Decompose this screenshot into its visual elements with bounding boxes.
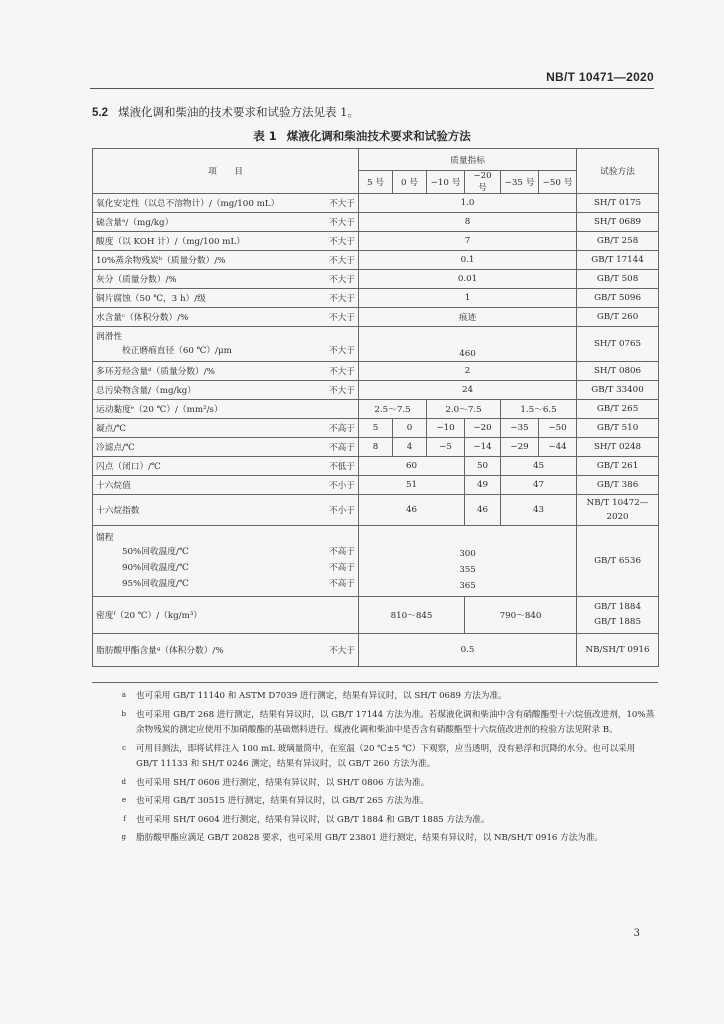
table-row (93, 400, 659, 419)
item-value: −35 (501, 419, 539, 438)
item-name: 凝点/℃ (96, 424, 127, 434)
grade-cell: −20 号 (465, 171, 501, 194)
table-row (93, 419, 659, 438)
item-method: GB/T 33400 (577, 381, 659, 400)
grade-cell: −50 号 (539, 171, 577, 194)
item-value: 0.01 (359, 270, 577, 289)
item-name: 硫含量ᵃ/（mg/kg） (96, 218, 174, 228)
footnote-text: 也可采用 SH/T 0606 进行测定，结果有异议时，以 SH/T 0806 方法为准。 (136, 777, 430, 788)
item-value: −5 (427, 438, 465, 457)
item-value: 47 (501, 476, 577, 495)
header-item: 项 目 (93, 149, 359, 194)
item-value: 8 (359, 438, 393, 457)
grade-cell: −10 号 (427, 171, 465, 194)
table-footnotes (92, 682, 658, 850)
table-row (93, 362, 659, 381)
item-method: GB/T 5096 (577, 289, 659, 308)
table-row (93, 270, 659, 289)
item-value: −44 (539, 438, 577, 457)
table-row (93, 457, 659, 476)
table-row (93, 251, 659, 270)
item-limit: 不小于 (328, 506, 355, 516)
footnote-text: 脂肪酸甲酯应满足 GB/T 20828 要求，也可采用 GB/T 23801 进行测定，结果有异议时，以 NB/SH/T 0916 方法为准。 (136, 833, 604, 843)
spec-table (92, 148, 659, 667)
item-name: 灰分（质量分数）/% (96, 275, 177, 285)
table-row (93, 289, 659, 308)
item-value: 4 (393, 438, 427, 457)
table-row (93, 194, 659, 213)
item-value: 46 (359, 495, 465, 526)
footnote (92, 742, 658, 773)
footnote-text: 也可采用 GB/T 268 进行测定，结果有异议时，以 GB/T 17144 方法为准。若煤液化调和柴油中含有硝酸酯型十六烷值改进剂，10%蒸余物残炭的测定应使用不加硝酸酯的基础燃料进行。煤液化调和柴油中是否含有硝酸酯型十六烷值改进剂的检验方法见附录 B。 (136, 709, 655, 735)
item-value: 60 (359, 457, 465, 476)
item-limit: 不高于 (328, 547, 355, 557)
item-value: 8 (359, 213, 577, 232)
clause-5-2 (92, 104, 359, 120)
item-method: GB/T 17144 (577, 251, 659, 270)
item-name: 密度ᶠ（20 ℃）/（kg/m³） (96, 611, 202, 621)
item-value: 46 (465, 495, 501, 526)
footnote (92, 689, 658, 705)
table-row (93, 597, 659, 634)
footnote (92, 794, 658, 810)
item-method: GB/T 386 (577, 476, 659, 495)
item-value: 痕迹 (359, 308, 577, 327)
grade-cell: 5 号 (359, 171, 393, 194)
item-value: 49 (465, 476, 501, 495)
item-group: 馏程 (96, 533, 114, 543)
item-name: 氧化安定性（以总不溶物计）/（mg/100 mL） (96, 199, 280, 209)
item-method: GB/T 1885 (594, 617, 641, 627)
item-method: NB/T 10472—2020 (577, 495, 659, 526)
item-value: 51 (359, 476, 465, 495)
footnote-mark: g (121, 833, 126, 841)
item-name: 冷滤点/℃ (96, 443, 135, 453)
footnote-mark: c (122, 743, 126, 752)
item-limit: 不大于 (328, 275, 355, 285)
item-limit: 不大于 (328, 346, 355, 356)
table-row (93, 438, 659, 457)
item-method: SH/T 0248 (577, 438, 659, 457)
item-value: −50 (539, 419, 577, 438)
table-row (93, 526, 659, 597)
footnote-text: 也可采用 GB/T 11140 和 ASTM D7039 进行测定，结果有异议时，以 SH/T 0689 方法为准。 (136, 691, 507, 701)
item-name: 校正磨痕直径（60 ℃）/μm (122, 346, 232, 356)
item-limit: 不高于 (328, 563, 355, 573)
item-name: 多环芳烃含量ᵈ（质量分数）/% (96, 367, 215, 377)
item-value: 1.5～6.5 (501, 400, 577, 419)
item-limit: 不高于 (328, 579, 355, 589)
header-method: 试验方法 (577, 149, 659, 194)
item-method: GB/T 6536 (577, 526, 659, 597)
table-row (93, 232, 659, 251)
item-value: −14 (465, 438, 501, 457)
item-limit: 不大于 (328, 237, 355, 247)
item-method: GB/T 258 (577, 232, 659, 251)
item-group: 润滑性 (96, 332, 123, 342)
footnote (92, 776, 658, 792)
item-method: SH/T 0175 (577, 194, 659, 213)
item-name: 50%回收温度/℃ (122, 547, 189, 557)
item-name: 酸度（以 KOH 计）/（mg/100 mL） (96, 237, 245, 247)
item-name: 脂肪酸甲酯含量ᵍ（体积分数）/% (96, 646, 224, 656)
item-method: GB/T 265 (577, 400, 659, 419)
grade-cell: −35 号 (501, 171, 539, 194)
footnote-text: 可用目测法，即将试样注入 100 mL 玻璃量筒中，在室温（20 ℃±5 ℃）下观察，应当透明，没有悬浮和沉降的水分。也可以采用 GB/T 11133 和 SH/T 0246 测定，结果有异议时，以 GB/T 260 方法为准。 (136, 743, 636, 769)
item-limit: 不大于 (328, 646, 355, 656)
footnote-mark: b (121, 709, 126, 718)
item-value: 50 (465, 457, 501, 476)
item-name: 铜片腐蚀（50 ℃，3 h）/级 (96, 294, 206, 304)
item-method: SH/T 0689 (577, 213, 659, 232)
item-value: 5 (359, 419, 393, 438)
item-name: 10%蒸余物残炭ᵇ（质量分数）/% (96, 256, 226, 266)
item-name: 运动黏度ᵉ（20 ℃）/（mm²/s） (96, 405, 223, 415)
standard-number: NB/T 10471—2020 (546, 70, 654, 84)
item-method: NB/SH/T 0916 (577, 634, 659, 667)
item-value: 810～845 (359, 597, 465, 634)
item-limit: 不大于 (328, 218, 355, 228)
header-quality: 质量指标 (359, 149, 577, 171)
footnote (92, 831, 658, 847)
table-row (93, 213, 659, 232)
footnote-text: 也可采用 GB/T 30515 进行测定，结果有异议时，以 GB/T 265 方法为准。 (136, 796, 429, 806)
page-number: 3 (633, 928, 640, 939)
item-value: −20 (465, 419, 501, 438)
item-value: 7 (359, 232, 577, 251)
footnote-mark: d (121, 777, 126, 786)
item-limit: 不低于 (328, 462, 355, 472)
clause-number: 5.2 (92, 107, 108, 119)
item-value: −10 (427, 419, 465, 438)
item-name: 十六烷指数 (96, 506, 140, 516)
table-row (93, 476, 659, 495)
item-value: 43 (501, 495, 577, 526)
item-value: 460 (359, 327, 577, 362)
item-value: 1 (359, 289, 577, 308)
header-rule (90, 88, 654, 89)
table-row (93, 308, 659, 327)
footnote-mark: e (121, 796, 126, 804)
item-name: 95%回收温度/℃ (122, 579, 189, 589)
table-row (93, 495, 659, 526)
table-label: 表 1 (253, 129, 277, 143)
item-limit: 不大于 (328, 313, 355, 323)
item-value: 2.5～7.5 (359, 400, 427, 419)
item-method: GB/T 508 (577, 270, 659, 289)
item-name: 90%回收温度/℃ (122, 563, 189, 573)
item-limit: 不大于 (328, 256, 355, 266)
item-value: 790～840 (465, 597, 577, 634)
item-limit: 不大于 (328, 199, 355, 209)
table-row (93, 381, 659, 400)
item-name: 闪点（闭口）/℃ (96, 462, 161, 472)
item-name: 总污染物含量/（mg/kg） (96, 386, 196, 396)
item-value: 0.5 (359, 634, 577, 667)
footnote-mark: a (121, 691, 126, 699)
item-method: GB/T 261 (577, 457, 659, 476)
table-row (93, 634, 659, 667)
item-value: 1.0 (359, 194, 577, 213)
footnote-text: 也可采用 SH/T 0604 进行测定，结果有异议时，以 GB/T 1884 和 GB/T 1885 方法为准。 (136, 814, 490, 825)
item-method: GB/T 260 (577, 308, 659, 327)
item-value: 365 (459, 581, 476, 591)
item-limit: 不高于 (328, 443, 355, 453)
item-value: 300 (459, 549, 476, 559)
item-limit: 不高于 (328, 424, 355, 434)
table-title: 煤液化调和柴油技术要求和试验方法 (286, 129, 471, 143)
item-limit: 不大于 (328, 386, 355, 396)
item-method: SH/T 0806 (577, 362, 659, 381)
item-value: 0 (393, 419, 427, 438)
item-limit: 不小于 (328, 481, 355, 491)
table-caption (0, 128, 724, 144)
item-method: SH/T 0765 (577, 327, 659, 362)
item-value: 45 (501, 457, 577, 476)
table-row (93, 327, 659, 362)
footnote-mark: f (123, 814, 126, 823)
item-value: 2.0～7.5 (427, 400, 501, 419)
item-name: 水含量ᶜ（体积分数）/% (96, 313, 189, 323)
item-value: −29 (501, 438, 539, 457)
item-limit: 不大于 (328, 294, 355, 304)
clause-text: 煤液化调和柴油的技术要求和试验方法见表 1。 (118, 105, 359, 119)
footnote (92, 813, 658, 829)
item-value: 0.1 (359, 251, 577, 270)
item-method: GB/T 1884 (594, 602, 641, 612)
item-value: 355 (459, 565, 476, 575)
item-value: 2 (359, 362, 577, 381)
item-name: 十六烷值 (96, 481, 131, 491)
item-value: 24 (359, 381, 577, 400)
item-limit: 不大于 (328, 367, 355, 377)
footnote (92, 708, 658, 739)
grade-cell: 0 号 (393, 171, 427, 194)
item-method: GB/T 510 (577, 419, 659, 438)
